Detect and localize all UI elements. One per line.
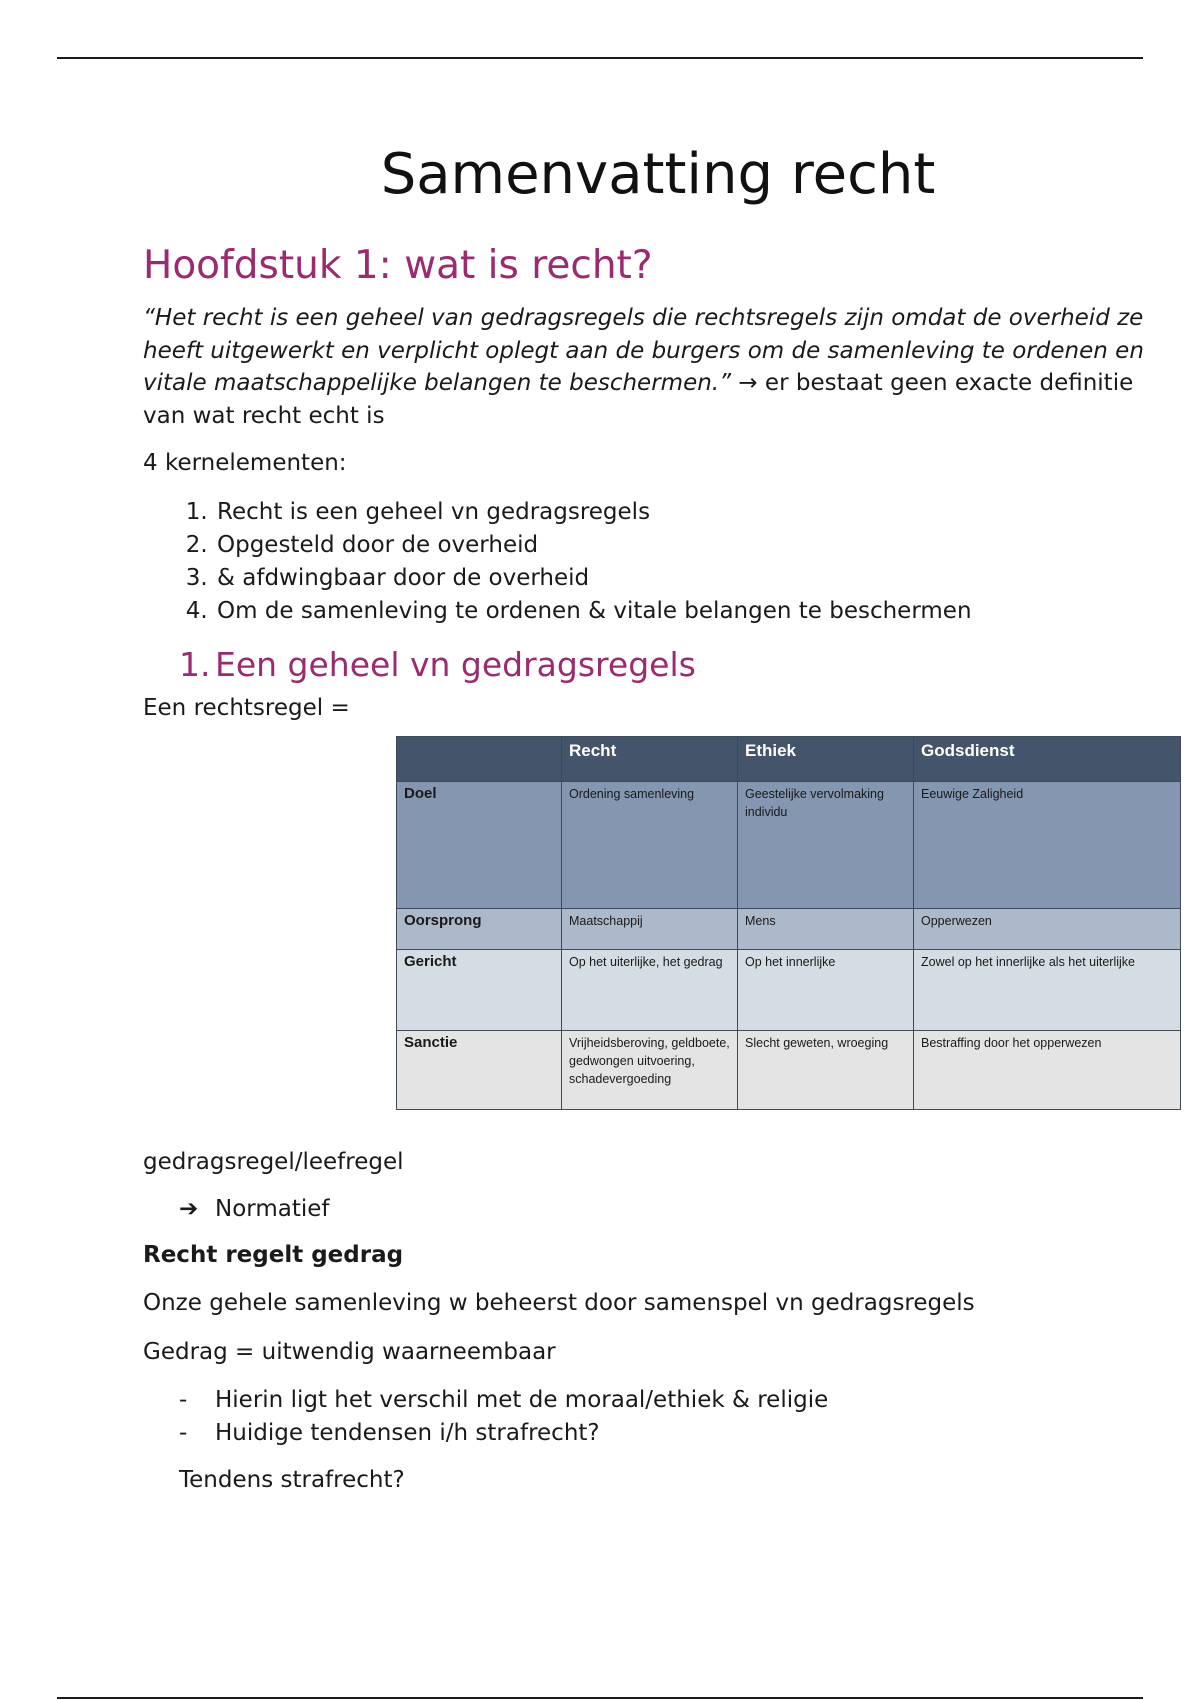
table-header-row bbox=[397, 737, 1181, 782]
gedrag-paragraph: Gedrag = uitwendig waarneembaar bbox=[143, 1338, 556, 1365]
list-item bbox=[179, 1384, 1153, 1417]
arrow-item-text: Normatief bbox=[215, 1195, 330, 1222]
table-header-cell: Godsdienst bbox=[914, 737, 1181, 782]
table-row-label: Sanctie bbox=[397, 1031, 562, 1110]
table-row bbox=[397, 782, 1181, 909]
tendens-paragraph: Tendens strafrecht? bbox=[179, 1467, 405, 1493]
list-item: 2. Opgesteld door de overheid bbox=[215, 529, 1153, 562]
dash-bullet-icon: - bbox=[179, 1419, 188, 1446]
table-cell: Bestraffing door het opperwezen bbox=[914, 1031, 1181, 1110]
table-row bbox=[397, 950, 1181, 1031]
dash-list bbox=[143, 1384, 1153, 1449]
chapter-heading: Hoofdstuk 1: wat is recht? bbox=[143, 243, 653, 288]
section-title: Een geheel vn gedragsregels bbox=[215, 644, 696, 684]
table-cell: Slecht geweten, wroeging bbox=[738, 1031, 914, 1110]
rechtsregel-intro: Een rechtsregel = bbox=[143, 694, 350, 721]
table-row-label: Gericht bbox=[397, 950, 562, 1031]
table-cell: Opperwezen bbox=[914, 909, 1181, 950]
bold-statement: Recht regelt gedrag bbox=[143, 1241, 404, 1268]
document-title: Samenvatting recht bbox=[380, 142, 936, 207]
definition-quote: “Het recht is een geheel van gedragsregels die rechtsregels zijn omdat de overheid ze heeft uitgewerkt en verplicht oplegt aan de burgers om de samenleving te ordenen en vitale maatschappelijke belangen te beschermen.” bbox=[143, 305, 1144, 396]
kern-list bbox=[143, 496, 1153, 628]
table-header-cell: Recht bbox=[562, 737, 738, 782]
comparison-table bbox=[396, 736, 1181, 1110]
arrow-item bbox=[179, 1193, 1153, 1225]
table-cell: Geestelijke vervolmaking individu bbox=[738, 782, 914, 909]
definition-paragraph bbox=[143, 302, 1153, 432]
list-item: 4. Om de samenleving te ordenen & vitale belangen te beschermen bbox=[215, 595, 1153, 628]
arrow-right-icon: ➔ bbox=[179, 1195, 199, 1222]
table-cell: Mens bbox=[738, 909, 914, 950]
table-cell: Op het uiterlijke, het gedrag bbox=[562, 950, 738, 1031]
table-cell: Op het innerlijke bbox=[738, 950, 914, 1031]
top-rule bbox=[57, 57, 1143, 59]
table-row-label: Oorsprong bbox=[397, 909, 562, 950]
table-cell: Ordening samenleving bbox=[562, 782, 738, 909]
table-header-cell bbox=[397, 737, 562, 782]
kern-intro: 4 kernelementen: bbox=[143, 450, 347, 476]
table-cell: Eeuwige Zaligheid bbox=[914, 782, 1181, 909]
samenleving-paragraph: Onze gehele samenleving w beheerst door samenspel vn gedragsregels bbox=[143, 1290, 975, 1316]
gedragsregel-paragraph: gedragsregel/leefregel bbox=[143, 1149, 404, 1175]
list-item: 3. & afdwingbaar door de overheid bbox=[215, 562, 1153, 595]
comparison-table-wrap bbox=[396, 736, 1180, 1110]
list-item: 1. Recht is een geheel vn gedragsregels bbox=[215, 496, 1153, 529]
table-row-label: Doel bbox=[397, 782, 562, 909]
section-heading bbox=[179, 642, 1153, 688]
list-item-text: Huidige tendensen i/h strafrecht? bbox=[215, 1419, 600, 1446]
document-body bbox=[143, 135, 1153, 1497]
table-header-cell: Ethiek bbox=[738, 737, 914, 782]
dash-bullet-icon: - bbox=[179, 1387, 188, 1413]
table-cell: Maatschappij bbox=[562, 909, 738, 950]
table-cell: Vrijheidsberoving, geldboete, gedwongen uitvoering, schadevergoeding bbox=[562, 1031, 738, 1110]
table-cell: Zowel op het innerlijke als het uiterlijke bbox=[914, 950, 1181, 1031]
table-row bbox=[397, 1031, 1181, 1110]
section-number: 1. bbox=[179, 644, 211, 684]
after-table-block bbox=[143, 1146, 1153, 1497]
definition-tail: → er bestaat geen exacte definitie van wat recht echt is bbox=[143, 370, 1134, 429]
list-item-text: Hierin ligt het verschil met de moraal/ethiek & religie bbox=[215, 1387, 829, 1413]
table-row bbox=[397, 909, 1181, 950]
bottom-rule bbox=[57, 1697, 1143, 1699]
list-item bbox=[179, 1417, 1153, 1450]
